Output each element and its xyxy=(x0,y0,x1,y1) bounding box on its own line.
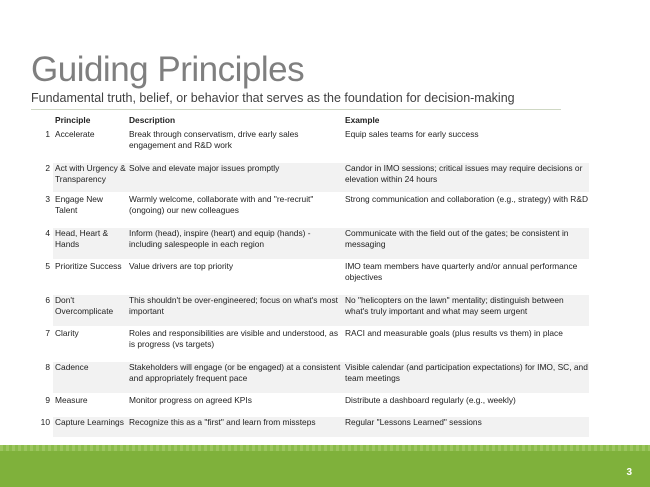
row-description: Roles and responsibilities are visible and understood, as is progress (vs targets) xyxy=(129,328,339,349)
row-description: Warmly welcome, collaborate with and "re-recruit" (ongoing) our new colleagues xyxy=(129,194,314,215)
table-row xyxy=(36,326,589,360)
row-example: IMO team members have quarterly and/or annual performance objectives xyxy=(345,261,578,282)
row-example: Regular "Lessons Learned" sessions xyxy=(343,417,589,437)
footer-band xyxy=(0,451,650,487)
principles-table xyxy=(36,115,589,437)
row-number: 7 xyxy=(45,328,50,338)
title-divider xyxy=(31,109,561,110)
table-row xyxy=(36,192,589,226)
table-row xyxy=(36,393,589,415)
row-number: 5 xyxy=(45,261,50,271)
row-example: Equip sales teams for early success xyxy=(345,129,479,139)
page-number: 3 xyxy=(626,467,632,478)
header-example: Example xyxy=(345,115,380,125)
row-example: Candor in IMO sessions; critical issues may require decisions or elevation within 24 hours xyxy=(343,163,589,192)
table-row xyxy=(36,161,589,192)
row-description: This shouldn't be over-engineered; focus on what's most important xyxy=(127,295,343,326)
row-number: 1 xyxy=(45,129,50,139)
table-header-row xyxy=(36,115,589,127)
row-number: 4 xyxy=(45,228,50,238)
row-principle: Prioritize Success xyxy=(55,261,122,271)
row-principle: Engage New Talent xyxy=(55,194,103,215)
table-row xyxy=(36,226,589,259)
row-number: 9 xyxy=(45,395,50,405)
row-principle: Measure xyxy=(55,395,88,405)
row-description: Monitor progress on agreed KPIs xyxy=(129,395,252,405)
row-principle: Head, Heart & Hands xyxy=(53,228,127,259)
row-number: 6 xyxy=(45,295,50,305)
row-description: Value drivers are top priority xyxy=(129,261,234,271)
row-description: Solve and elevate major issues promptly xyxy=(127,163,343,192)
row-example: No "helicopters on the lawn" mentality; distinguish between what's truly important and what may seem urgent xyxy=(343,295,589,326)
row-number: 8 xyxy=(45,362,50,372)
row-number: 3 xyxy=(45,194,50,204)
row-example: RACI and measurable goals (plus results vs them) in place xyxy=(345,328,563,338)
row-description: Recognize this as a "first" and learn from missteps xyxy=(127,417,343,437)
row-example: Strong communication and collaboration (e.g., strategy) with R&D xyxy=(345,194,588,204)
row-principle: Clarity xyxy=(55,328,79,338)
row-number: 2 xyxy=(45,163,50,173)
header-number xyxy=(36,115,53,127)
row-principle: Cadence xyxy=(53,362,127,393)
table-row xyxy=(36,415,589,437)
slide-title: Guiding Principles xyxy=(31,50,305,89)
row-example: Communicate with the field out of the gates; be consistent in messaging xyxy=(343,228,589,259)
row-description: Stakeholders will engage (or be engaged) at a consistent and appropriately frequent pace xyxy=(127,362,343,393)
row-example: Visible calendar (and participation expectations) for IMO, SC, and team meetings xyxy=(343,362,589,393)
row-example: Distribute a dashboard regularly (e.g., weekly) xyxy=(345,395,516,405)
header-description: Description xyxy=(129,115,176,125)
header-principle: Principle xyxy=(55,115,91,125)
table-row xyxy=(36,259,589,293)
table-row xyxy=(36,360,589,393)
row-number: 10 xyxy=(40,417,50,427)
row-description: Inform (head), inspire (heart) and equip (hands) - including salespeople in each region xyxy=(127,228,343,259)
row-principle: Capture Learnings xyxy=(53,417,127,437)
row-principle: Don't Overcomplicate xyxy=(53,295,127,326)
slide-subtitle: Fundamental truth, belief, or behavior that serves as the foundation for decision-making xyxy=(31,91,515,105)
row-principle: Act with Urgency & Transparency xyxy=(53,163,127,192)
table-row xyxy=(36,127,589,161)
row-principle: Accelerate xyxy=(55,129,95,139)
table-row xyxy=(36,293,589,326)
row-description: Break through conservatism, drive early sales engagement and R&D work xyxy=(129,129,299,150)
